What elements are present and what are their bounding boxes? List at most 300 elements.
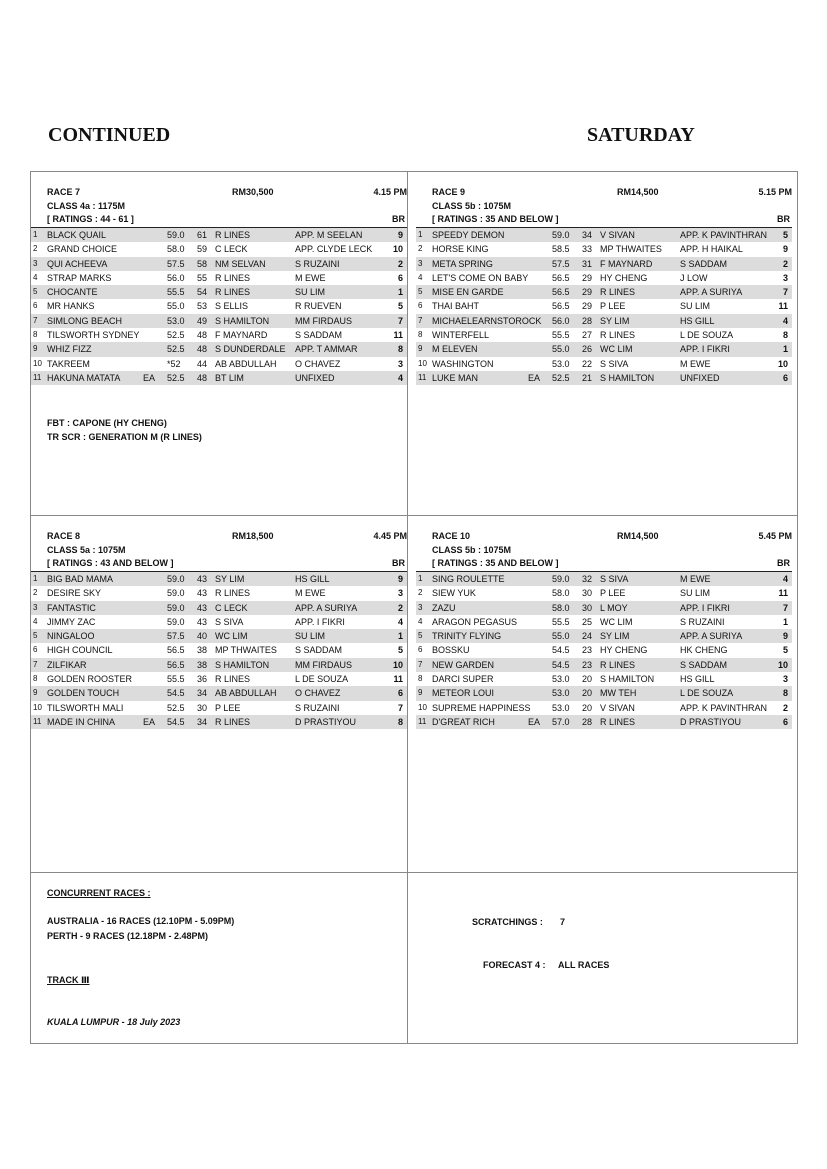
runner-rt: 48 <box>197 330 208 341</box>
runner-wt: 55.0 <box>552 344 570 355</box>
runner-horse: TILSWORTH MALI <box>47 702 124 713</box>
runner-horse: SING ROULETTE <box>432 574 505 584</box>
runner-jockey: MP THWAITES <box>215 645 277 656</box>
runner-rt: 43 <box>197 602 208 613</box>
fbt-note: FBT : CAPONE (HY CHENG) <box>47 418 167 428</box>
runner-br: 9 <box>397 230 403 240</box>
runner-no: 1 <box>418 230 423 239</box>
header-day: SATURDAY <box>587 124 695 146</box>
runner-no: 5 <box>33 631 38 641</box>
runner-row <box>31 686 407 700</box>
runner-no: 4 <box>33 272 38 282</box>
runner-rt: 20 <box>582 688 593 699</box>
column-divider <box>407 171 408 1044</box>
barrier-column-label: BR <box>777 214 790 224</box>
runner-br: 1 <box>397 287 403 298</box>
runner-horse: HORSE KING <box>432 244 489 255</box>
runner-br: 1 <box>397 631 403 642</box>
runner-horse: JIMMY ZAC <box>47 616 96 627</box>
runner-row <box>31 658 407 672</box>
runner-horse: MR HANKS <box>47 301 95 312</box>
runner-no: 11 <box>418 716 427 726</box>
runner-jockey: C LECK <box>215 244 248 255</box>
runner-br: 7 <box>397 702 403 713</box>
runner-no: 11 <box>418 372 427 382</box>
runner-horse: GOLDEN ROOSTER <box>47 674 133 685</box>
runner-wt: 55.5 <box>167 674 185 685</box>
runner-jockey: R LINES <box>600 330 636 341</box>
runner-row <box>416 601 792 615</box>
runner-wt: 55.5 <box>167 287 185 298</box>
race-ratings-line <box>31 558 407 572</box>
runner-rt: 48 <box>197 344 208 355</box>
runner-trainer: APP. T AMMAR <box>295 344 358 355</box>
runner-row <box>31 271 407 285</box>
race-ratings: [ RATINGS : 43 AND BELOW ] <box>47 558 174 568</box>
runner-br: 5 <box>397 301 403 312</box>
runner-no: 2 <box>418 244 423 254</box>
runner-br: 10 <box>392 659 403 670</box>
race-time: 5.45 PM <box>758 531 792 541</box>
runner-no: 8 <box>418 330 423 340</box>
concurrent-australia: AUSTRALIA - 16 RACES (12.10PM - 5.09PM) <box>47 916 235 926</box>
runner-jockey: AB ABDULLAH <box>215 358 277 369</box>
runner-wt: 59.0 <box>167 574 185 584</box>
barrier-column-label: BR <box>392 558 405 568</box>
race-prize: RM14,500 <box>617 187 659 197</box>
runner-horse: BOSSKU <box>432 645 470 656</box>
race-ratings-line <box>416 214 792 228</box>
runner-trainer: APP. A SURIYA <box>680 287 743 298</box>
runner-rt: 54 <box>197 287 208 298</box>
runner-trainer: L DE SOUZA <box>295 674 349 685</box>
runner-no: 3 <box>418 602 423 612</box>
runner-jockey: R LINES <box>600 659 636 670</box>
runner-trainer: APP. I FIKRI <box>680 602 730 613</box>
runner-horse: TAKREEM <box>47 358 90 369</box>
runner-trainer: APP. K PAVINTHRAN <box>680 230 768 240</box>
runner-no: 8 <box>33 330 38 340</box>
row-divider-1 <box>30 515 798 516</box>
runner-horse: D'GREAT RICH <box>432 716 495 727</box>
runner-trainer: R RUEVEN <box>295 301 342 312</box>
runner-horse: HIGH COUNCIL <box>47 645 113 656</box>
runner-jockey: S SIVA <box>215 616 244 627</box>
runner-br: 3 <box>782 674 788 685</box>
runner-rt: 55 <box>197 272 208 283</box>
runner-jockey: S SIVA <box>600 574 629 584</box>
runner-br: 10 <box>777 659 788 670</box>
runner-horse: HAKUNA MATATA <box>47 372 121 383</box>
runner-horse: NEW GARDEN <box>432 659 495 670</box>
runner-rt: 23 <box>582 645 593 656</box>
runner-rt: 20 <box>582 702 593 713</box>
race-title: RACE 8 <box>47 531 81 541</box>
runner-row <box>31 357 407 371</box>
race-10-block <box>416 531 792 729</box>
runner-jockey: S SIVA <box>600 358 629 369</box>
runner-rt: 22 <box>582 358 593 369</box>
runner-wt: 53.0 <box>167 315 185 326</box>
runner-jockey: V SIVAN <box>600 702 635 713</box>
runner-rt: 34 <box>582 230 593 240</box>
runner-horse: SUPREME HAPPINESS <box>432 702 531 713</box>
runner-row <box>31 672 407 686</box>
runner-row <box>31 285 407 299</box>
runner-rt: 23 <box>582 659 593 670</box>
runner-rt: 34 <box>197 688 208 699</box>
runner-row <box>31 342 407 356</box>
track-label: TRACK Ⅲ <box>47 975 90 985</box>
runner-horse: QUI ACHEEVA <box>47 258 108 269</box>
runner-br: 6 <box>782 716 788 727</box>
runner-horse: LET'S COME ON BABY <box>432 272 529 283</box>
runner-wt: 56.5 <box>167 659 185 670</box>
runner-trainer: S RUZAINI <box>295 258 340 269</box>
race-class: CLASS 5a : 1075M <box>47 545 126 555</box>
runner-no: 3 <box>33 602 38 612</box>
runner-br: 5 <box>397 645 403 656</box>
runner-no: 6 <box>418 645 423 655</box>
race-header <box>31 531 407 545</box>
runner-wt: 53.0 <box>552 688 570 699</box>
runner-row <box>31 643 407 657</box>
runner-rt: 29 <box>582 287 593 298</box>
runner-horse: MISE EN GARDE <box>432 287 504 298</box>
runner-row <box>416 314 792 328</box>
runner-jockey: S HAMILTON <box>215 315 270 326</box>
runner-jockey: S ELLIS <box>215 301 249 312</box>
runner-rt: 26 <box>582 344 593 355</box>
runner-horse: TRINITY FLYING <box>432 631 502 642</box>
runner-trainer: APP. A SURIYA <box>295 602 358 613</box>
race-time: 4.15 PM <box>373 187 407 197</box>
runner-jockey: HY CHENG <box>600 645 648 656</box>
runner-br: 3 <box>397 358 403 369</box>
runner-no: 7 <box>418 659 423 669</box>
runner-br: 3 <box>782 272 788 283</box>
runner-row <box>31 629 407 643</box>
runner-wt: 57.5 <box>167 631 185 642</box>
runner-no: 10 <box>33 702 42 712</box>
runner-no: 9 <box>33 344 38 354</box>
runner-trainer: APP. K PAVINTHRAN <box>680 702 768 713</box>
runner-horse: M ELEVEN <box>432 344 478 355</box>
runner-jockey: C LECK <box>215 602 248 613</box>
runner-rt: 44 <box>197 358 208 369</box>
race-8-block <box>31 531 407 729</box>
runner-row <box>31 371 407 385</box>
runner-br: 4 <box>782 315 788 326</box>
runner-row <box>416 586 792 600</box>
runner-no: 5 <box>418 631 423 641</box>
runner-no: 2 <box>418 588 423 598</box>
runner-br: 3 <box>397 588 403 599</box>
runner-wt: 54.5 <box>167 688 185 699</box>
runner-horse: META SPRING <box>432 258 493 269</box>
runner-jockey: BT LIM <box>215 372 244 383</box>
runner-jockey: S HAMILTON <box>600 372 655 383</box>
runner-no: 6 <box>418 301 423 311</box>
barrier-column-label: BR <box>777 558 790 568</box>
runner-jockey: WC LIM <box>600 344 633 355</box>
runner-horse: SIEW YUK <box>432 588 476 599</box>
runner-br: 9 <box>782 631 788 642</box>
runner-no: 4 <box>418 616 423 626</box>
runner-wt: 58.5 <box>552 244 570 255</box>
runner-br: 9 <box>782 244 788 255</box>
runner-horse: GRAND CHOICE <box>47 244 118 255</box>
runner-trainer: M EWE <box>680 358 711 369</box>
runner-wt: 59.0 <box>167 616 185 627</box>
runner-row <box>416 643 792 657</box>
race-class: CLASS 5b : 1075M <box>432 545 512 555</box>
runner-rt: 36 <box>197 674 208 685</box>
runner-no: 1 <box>33 230 38 239</box>
runner-trainer: S SADDAM <box>680 659 728 670</box>
runner-horse: ZAZU <box>432 602 456 613</box>
runner-trainer: O CHAVEZ <box>295 688 341 699</box>
runner-wt: 52.5 <box>167 330 185 341</box>
runner-br: 5 <box>782 230 788 240</box>
runner-trainer: SU LIM <box>295 631 326 642</box>
runner-rt: 38 <box>197 659 208 670</box>
runner-br: 11 <box>393 674 403 685</box>
runner-no: 5 <box>33 287 38 297</box>
race-class: CLASS 5b : 1075M <box>432 201 512 211</box>
concurrent-races-title: CONCURRENT RACES : <box>47 888 151 898</box>
runner-horse: FANTASTIC <box>47 602 96 613</box>
runner-trainer: D PRASTIYOU <box>680 716 742 727</box>
runner-jockey: HY CHENG <box>600 272 648 283</box>
runner-horse: BLACK QUAIL <box>47 230 107 240</box>
runner-no: 10 <box>418 702 427 712</box>
runner-br: 11 <box>778 301 788 312</box>
runner-wt: 52.5 <box>167 344 185 355</box>
runner-br: 1 <box>782 616 788 627</box>
runner-row <box>416 242 792 256</box>
runner-trainer: UNFIXED <box>295 372 335 383</box>
runner-wt: 57.0 <box>552 716 570 727</box>
runner-no: 5 <box>418 287 423 297</box>
runner-trainer: S SADDAM <box>295 330 343 341</box>
race-ratings: [ RATINGS : 44 - 61 ] <box>47 214 134 224</box>
runner-row <box>416 572 792 586</box>
runner-no: 4 <box>33 616 38 626</box>
runner-br: 10 <box>392 244 403 255</box>
runner-br: 4 <box>397 372 403 383</box>
runner-trainer: S RUZAINI <box>680 616 725 627</box>
runner-no: 8 <box>33 674 38 684</box>
runner-jockey: P LEE <box>600 301 626 312</box>
runner-horse: LUKE MAN <box>432 372 479 383</box>
runner-br: 6 <box>397 688 403 699</box>
runner-jockey: NM SELVAN <box>215 258 266 269</box>
runner-no: 7 <box>33 659 38 669</box>
runner-br: 7 <box>782 287 788 298</box>
runner-rt: 28 <box>582 315 593 326</box>
runner-trainer: M EWE <box>295 272 326 283</box>
race-header <box>416 531 792 545</box>
runner-rt: 31 <box>582 258 593 269</box>
runner-no: 9 <box>418 688 423 698</box>
race-time: 5.15 PM <box>758 187 792 197</box>
runner-trainer: M EWE <box>680 574 711 584</box>
runner-row <box>416 228 792 242</box>
runner-br: 2 <box>397 258 403 269</box>
runner-trainer: SU LIM <box>680 301 711 312</box>
race-ratings-line <box>31 214 407 228</box>
race-ratings: [ RATINGS : 35 AND BELOW ] <box>432 214 559 224</box>
runner-horse: STRAP MARKS <box>47 272 112 283</box>
runner-jockey: R LINES <box>215 272 251 283</box>
runner-trainer: HK CHENG <box>680 645 728 656</box>
runner-row <box>31 228 407 242</box>
runner-no: 6 <box>33 645 38 655</box>
runner-jockey: WC LIM <box>215 631 248 642</box>
race-prize: RM18,500 <box>232 531 274 541</box>
runner-row <box>416 615 792 629</box>
runner-wt: 55.5 <box>552 616 570 627</box>
runner-trainer: M EWE <box>295 588 326 599</box>
runner-no: 8 <box>418 674 423 684</box>
scratchings-value: 7 <box>560 917 566 927</box>
runner-horse: WINTERFELL <box>432 330 490 341</box>
concurrent-perth: PERTH - 9 RACES (12.18PM - 2.48PM) <box>47 931 209 941</box>
runner-wt: 56.0 <box>552 315 570 326</box>
race-ratings: [ RATINGS : 35 AND BELOW ] <box>432 558 559 568</box>
runner-wt: 56.5 <box>552 301 570 312</box>
runner-jockey: MW TEH <box>600 688 637 699</box>
runner-row <box>416 371 792 385</box>
runner-no: 9 <box>418 344 423 354</box>
runner-row <box>416 342 792 356</box>
runner-wt: 53.0 <box>552 674 570 685</box>
forecast-label: FORECAST 4 : <box>483 960 546 970</box>
runner-row <box>416 299 792 313</box>
runner-rt: 28 <box>582 716 593 727</box>
runner-row <box>31 601 407 615</box>
runner-wt: 52.5 <box>552 372 570 383</box>
runner-horse: NINGALOO <box>47 631 95 642</box>
runner-ea: EA <box>528 716 541 727</box>
runner-horse: MADE IN CHINA <box>47 716 116 727</box>
runner-br: 7 <box>782 602 788 613</box>
runner-no: 6 <box>33 301 38 311</box>
runner-trainer: MM FIRDAUS <box>295 315 352 326</box>
runner-rt: 29 <box>582 272 593 283</box>
runner-horse: METEOR LOUI <box>432 688 495 699</box>
runner-jockey: P LEE <box>600 588 626 599</box>
runner-no: 11 <box>33 372 42 382</box>
runner-wt: 59.0 <box>167 588 185 599</box>
runner-br: 10 <box>777 358 788 369</box>
runner-horse: DESIRE SKY <box>47 588 102 599</box>
location-date: KUALA LUMPUR - 18 July 2023 <box>47 1017 181 1027</box>
row-divider-2 <box>30 872 798 873</box>
runner-row <box>416 658 792 672</box>
runner-wt: 56.5 <box>552 272 570 283</box>
runner-no: 10 <box>33 358 42 368</box>
runner-trainer: J LOW <box>680 272 708 283</box>
runner-no: 1 <box>418 574 423 583</box>
race-ratings-line <box>416 558 792 572</box>
runner-horse: CHOCANTE <box>47 287 98 298</box>
runner-br: 4 <box>397 616 403 627</box>
runner-no: 11 <box>33 716 42 726</box>
runner-rt: 33 <box>582 244 593 255</box>
runner-br: 6 <box>397 272 403 283</box>
runner-horse: THAI BAHT <box>432 301 480 312</box>
runner-wt: 55.0 <box>552 631 570 642</box>
runner-wt: 56.5 <box>167 645 185 656</box>
runner-jockey: S HAMILTON <box>215 659 270 670</box>
runner-wt: 59.0 <box>167 602 185 613</box>
runner-rt: 43 <box>197 588 208 599</box>
runner-trainer: HS GILL <box>680 674 715 685</box>
runner-no: 7 <box>418 315 423 325</box>
runner-row <box>31 299 407 313</box>
runner-rt: 38 <box>197 645 208 656</box>
runner-horse: ARAGON PEGASUS <box>432 616 518 627</box>
runner-horse: SPEEDY DEMON <box>432 230 505 240</box>
runner-ea: EA <box>143 716 156 727</box>
runner-jockey: SY LIM <box>215 574 245 584</box>
scratchings-label: SCRATCHINGS : <box>472 917 543 927</box>
runner-horse: TILSWORTH SYDNEY <box>47 330 140 341</box>
runner-row <box>31 715 407 729</box>
runner-jockey: SY LIM <box>600 315 630 326</box>
runner-ea: EA <box>143 372 156 383</box>
runner-trainer: APP. A SURIYA <box>680 631 743 642</box>
runner-br: 7 <box>397 315 403 326</box>
runner-jockey: F MAYNARD <box>600 258 653 269</box>
race-prize: RM30,500 <box>232 187 274 197</box>
runner-ea: EA <box>528 372 541 383</box>
runner-wt: 54.5 <box>552 645 570 656</box>
runner-jockey: R LINES <box>215 287 251 298</box>
race-time: 4.45 PM <box>373 531 407 541</box>
runner-wt: 56.0 <box>167 272 185 283</box>
runner-rt: 30 <box>197 702 208 713</box>
runner-rt: 34 <box>197 716 208 727</box>
runner-wt: 57.5 <box>167 258 185 269</box>
race-9-block <box>416 187 792 385</box>
runner-br: 8 <box>397 716 403 727</box>
runner-row <box>416 285 792 299</box>
runner-rt: 20 <box>582 674 593 685</box>
runner-br: 4 <box>782 574 788 584</box>
runner-row <box>31 314 407 328</box>
runner-horse: ZILFIKAR <box>47 659 87 670</box>
runner-wt: 56.5 <box>552 287 570 298</box>
runner-row <box>416 271 792 285</box>
runner-no: 4 <box>418 272 423 282</box>
runner-jockey: R LINES <box>215 588 251 599</box>
runner-row <box>31 615 407 629</box>
runner-rt: 24 <box>582 631 593 642</box>
race-title: RACE 9 <box>432 187 466 197</box>
race-class: CLASS 4a : 1175M <box>47 201 126 211</box>
runner-br: 2 <box>397 602 403 613</box>
runner-rt: 29 <box>582 301 593 312</box>
runner-rt: 25 <box>582 616 593 627</box>
runner-row <box>416 257 792 271</box>
runner-rt: 53 <box>197 301 208 312</box>
runner-trainer: S SADDAM <box>680 258 728 269</box>
runner-jockey: AB ABDULLAH <box>215 688 277 699</box>
runner-trainer: D PRASTIYOU <box>295 716 357 727</box>
